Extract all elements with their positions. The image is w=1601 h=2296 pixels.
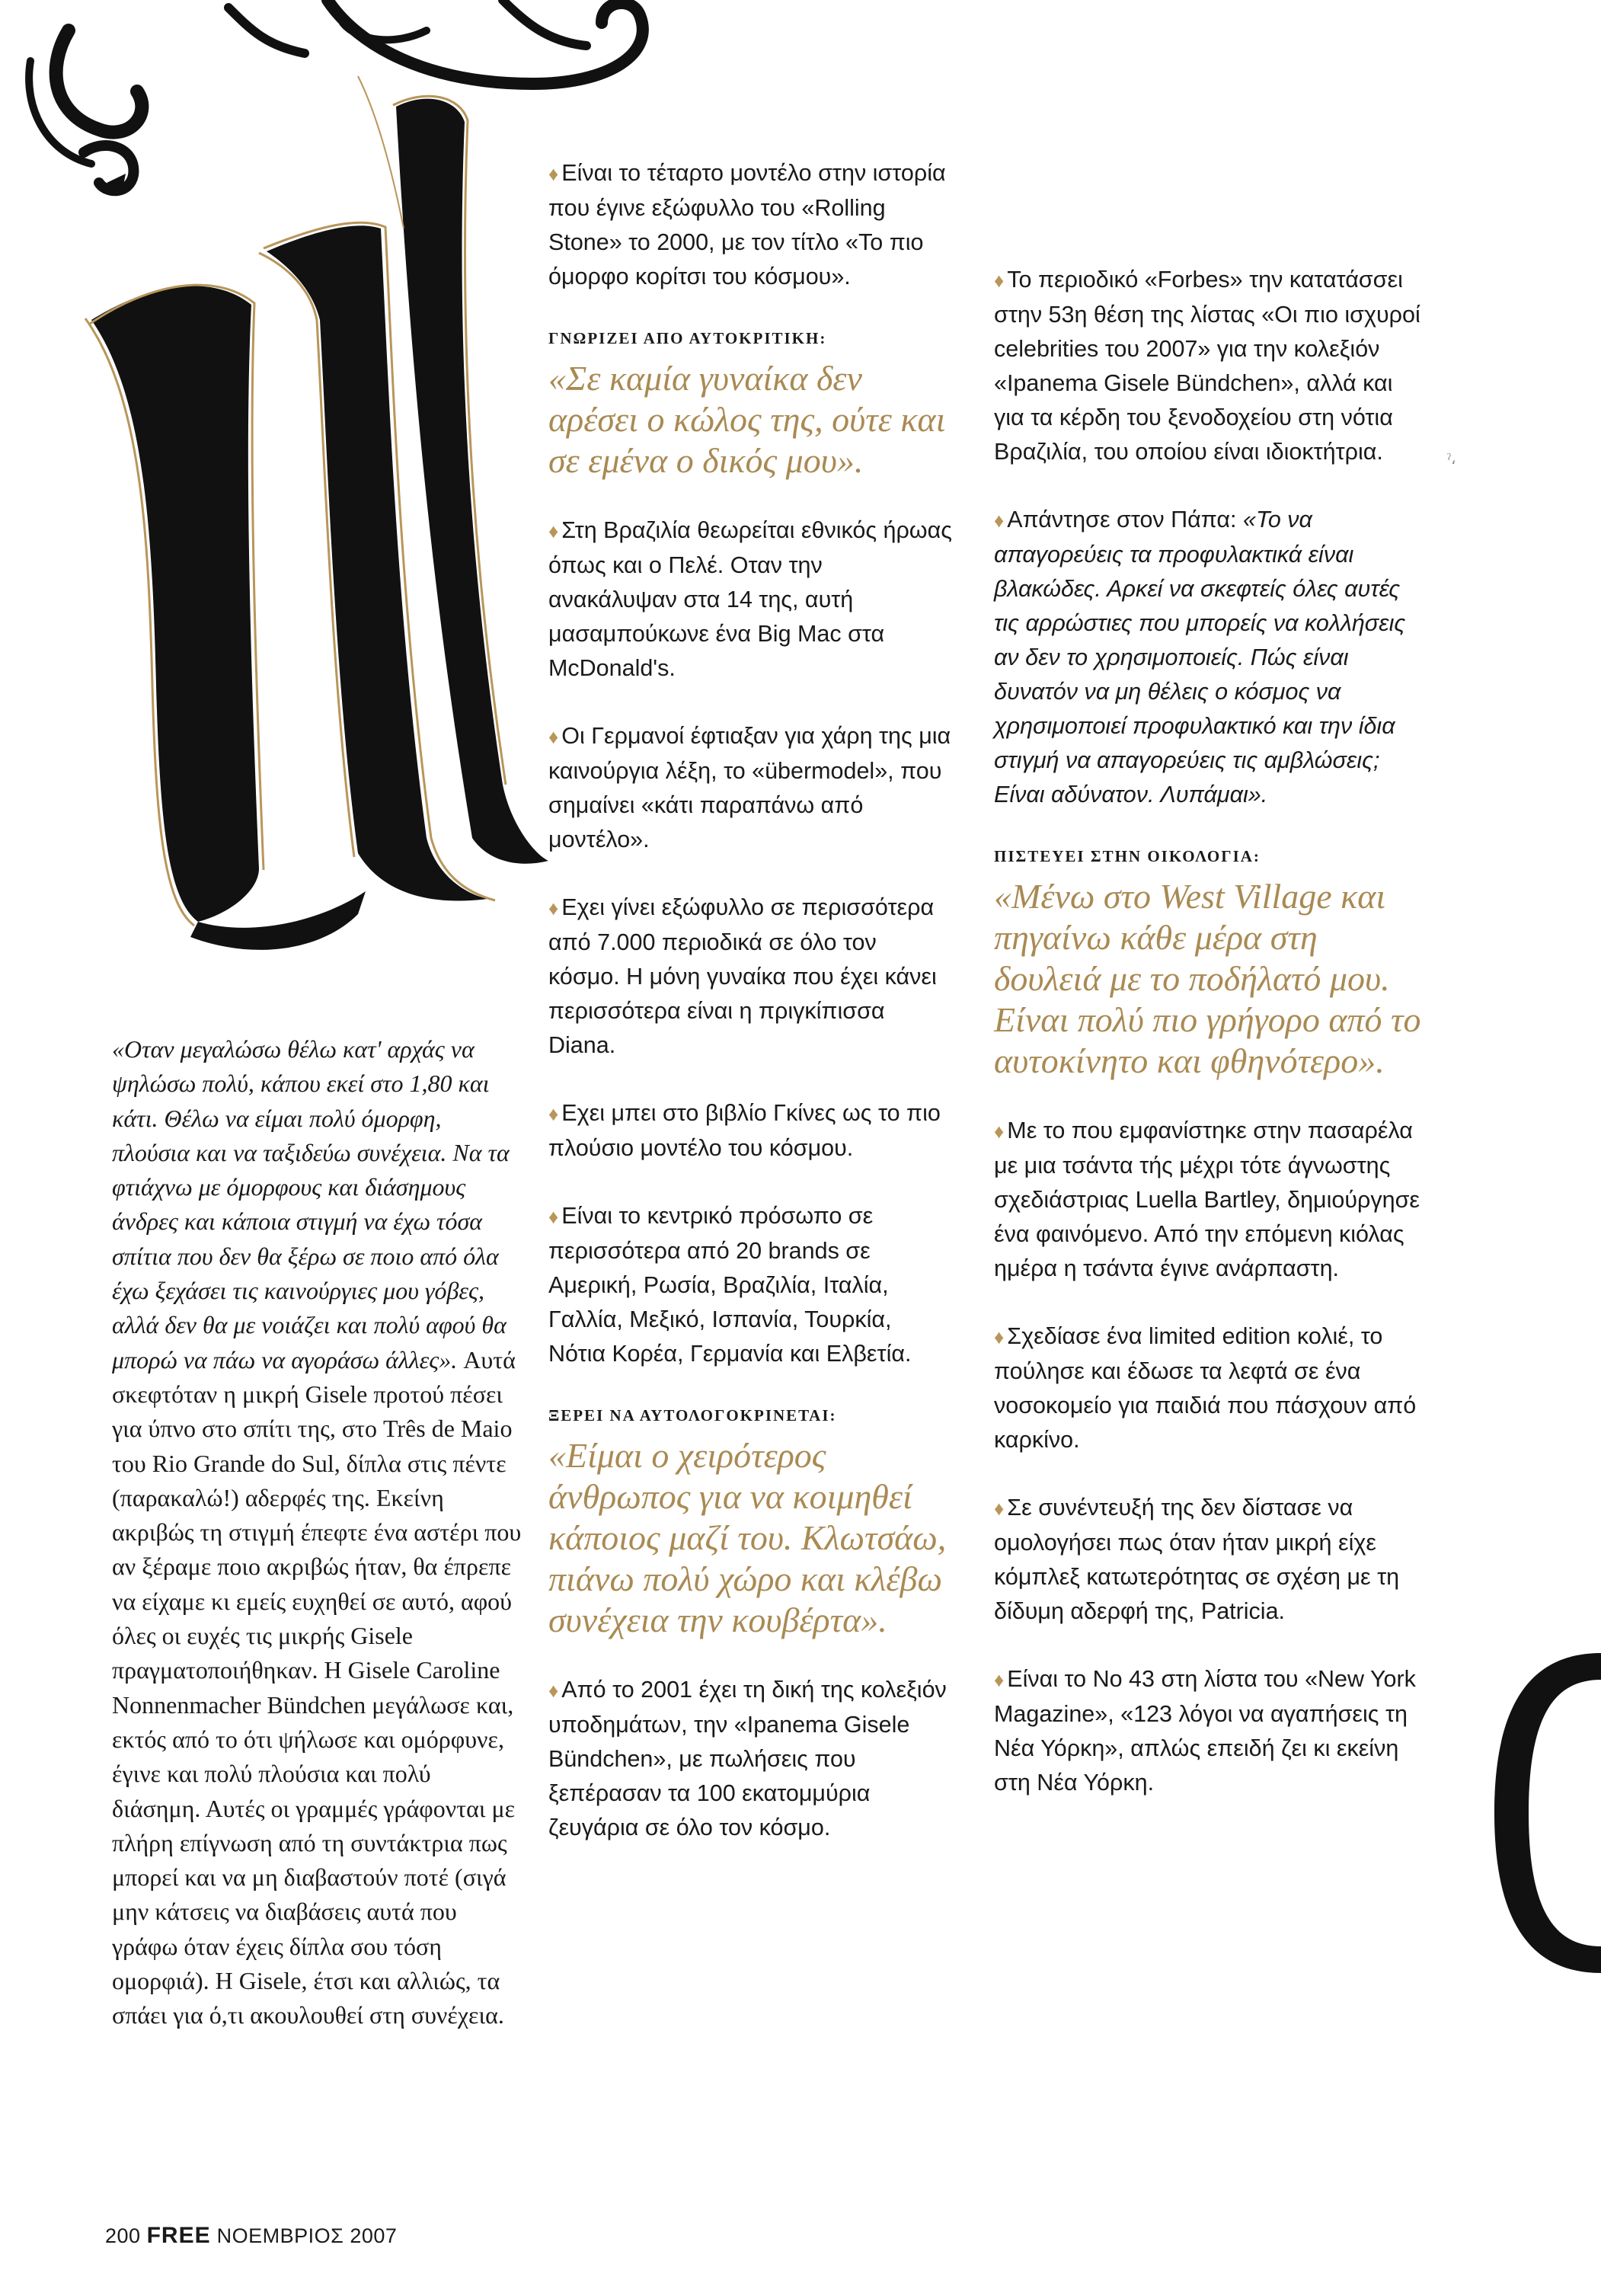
diamond-icon: ♦ [994, 1497, 1005, 1520]
fact-item: ♦ Από το 2001 έχει τη δική της κολεξιόν υποδημάτων, την «Ipanema Gisele Bündchen», με πωλήσεις που ξεπέρασαν τα 100 εκατομμύρια ζευγάρια σε όλο τον κόσμο. [548, 1677, 947, 1840]
intro-paragraph [112, 1032, 523, 2033]
fact-item: ♦ Εχει γίνει εξώφυλλο σε περισσότερα από 7.000 περιοδικά σε όλο τον κόσμο. Η μόνη γυναίκα που έχει κάνει περισσότερα είναι η πριγκίπισσα Diana. [548, 894, 937, 1058]
stray-mark: ˀ، [1447, 451, 1456, 468]
fact-item: ♦ Με το που εμφανίστηκε στην πασαρέλα με μια τσάντα τής μέχρι τότε άγνωστης σχεδιάστριας Luella Bartley, δημιούργησε ένα φαινόμενο. Από την επόμενη κιόλας ημέρα η τσάντα έγινε ανάρπαστη. [994, 1118, 1420, 1281]
diamond-icon: ♦ [994, 509, 1005, 532]
page-footer [105, 2223, 397, 2249]
facts-column-middle [548, 156, 952, 1879]
facts-column-right [994, 263, 1428, 1834]
fact-item: ♦ Είναι το τέταρτο μοντέλο στην ιστορία που έγινε εξώφυλλο του «Rolling Stone» το 2000, με τον τίτλο «Το πιο όμορφο κορίτσι του κόσμου». [548, 160, 946, 289]
intro-column [112, 1032, 523, 2033]
fact-item: ♦ Σχεδίασε ένα limited edition κολιέ, το πούλησε και έδωσε τα λεφτά σε ένα νοσοκομείο για παιδιά που πάσχουν από καρκίνο. [994, 1323, 1417, 1453]
pull-quote: «Είμαι ο χειρότερος άνθρωπος για να κοιμηθεί κάποιος μαζί του. Κλωτσάω, πιάνω πολύ χώρο και κλέβω συνέχεια την κουβέρτα». [548, 1436, 947, 1639]
fact-item: ♦ Οι Γερμανοί έφτιαξαν για χάρη της μια καινούργια λέξη, το «übermodel», που σημαίνει «κάτι παραπάνω από μοντέλο». [548, 723, 951, 852]
diamond-icon: ♦ [994, 1325, 1005, 1348]
diamond-icon: ♦ [548, 897, 559, 919]
diamond-icon: ♦ [994, 269, 1005, 292]
diamond-icon: ♦ [548, 1679, 559, 1702]
fact-item: ♦ Σε συνέντευξή της δεν δίστασε να ομολογήσει πως όταν ήταν μικρή είχε κόμπλεξ κατωτερότητας σε σχέση με τη δίδυμη αδερφή της, Patricia. [994, 1495, 1400, 1624]
fact-item: ♦ Είναι το κεντρικό πρόσωπο σε περισσότερα από 20 brands σε Αμερική, Ρωσία, Βραζιλία, Ιταλία, Γαλλία, Μεξικό, Ισπανία, Τουρκία, Νότια Κορέα, Γερμανία και Ελβετία. [548, 1203, 912, 1367]
issue-date: ΝΟΕΜΒΡΙΟΣ 2007 [216, 2224, 398, 2247]
diamond-icon: ♦ [548, 725, 559, 748]
pull-quote: «Σε καμία γυναίκα δεν αρέσει ο κώλος της, ούτε και σε εμένα ο δικός μου». [548, 359, 946, 480]
page-number: 200 [105, 2224, 141, 2247]
diamond-icon: ♦ [994, 1120, 1005, 1143]
diamond-icon: ♦ [548, 520, 559, 542]
section-kicker: ΞΕΡΕΙ ΝΑ ΑΥΤΟΛΟΓΟΚΡΙΝΕΤΑΙ: [548, 1406, 837, 1425]
fact-item: ♦ Εχει μπει στο βιβλίο Γκίνες ως το πιο πλούσιο μοντέλο του κόσμου. [548, 1100, 941, 1161]
fact-item: ♦ Απάντησε στον Πάπα: «Το να απαγορεύεις τα προφυλακτικά είναι βλακώδες. Αρκεί να σκεφτείς όλες αυτές τις αρρώστιες που μπορείς να κολλήσεις αν δεν το χρησιμοποιείς. Πώς είναι δυνατόν να μη θέλεις ο κόσμος να χρησιμοποιεί προφυλακτικό και την ίδια στιγμή να απαγορεύεις τις αμβλώσεις; Είναι αδύνατον. Λυπάμαι». [994, 507, 1406, 807]
diamond-icon: ♦ [548, 1102, 559, 1125]
fact-item: ♦ Στη Βραζιλία θεωρείται εθνικός ήρωας όπως και ο Πελέ. Οταν την ανακάλυψαν στα 14 της, αυτή μασαμπούκωνε ένα Big Mac στα McDonald's. [548, 517, 952, 681]
diamond-icon: ♦ [548, 1205, 559, 1228]
diamond-icon: ♦ [548, 162, 559, 185]
pull-quote: «Μένω στο West Village και πηγαίνω κάθε μέρα στη δουλειά με το ποδήλατό μου. Είναι πολύ πιο γρήγορο από το αυτοκίνητο και φθηνότερο». [994, 877, 1421, 1080]
magazine-name: FREE [146, 2223, 211, 2248]
section-kicker: ΓΝΩΡΙΖΕΙ ΑΠΟ ΑΥΤΟΚΡΙΤΙΚΗ: [548, 329, 827, 347]
intro-quote: «Οταν μεγαλώσω θέλω κατ' αρχάς να ψηλώσω πολύ, κάπου εκεί στο 1,80 και κάτι. Θέλω να είμαι πολύ όμορφη, πλούσια και να ταξιδεύω συνέχεια. Να τα φτιάχνω με όμορφους και διάσημους άνδρες και κάποια στιγμή να έχω τόσα σπίτια που δεν θα ξέρω σε ποιο από όλα έχω ξεχάσει τις καινούργιες μου γόβες, αλλά δεν θα με νοιάζει και πολύ αφού θα μπορώ να πάω να αγοράσω άλλες». [112, 1035, 510, 1373]
diamond-icon: ♦ [994, 1668, 1005, 1691]
fact-item: ♦ Το περιοδικό «Forbes» την κατατάσσει στην 53η θέση της λίστας «Οι πιο ισχυροί celebrities του 2007» για την κολεξιόν «Ipanema Gisele Bündchen», αλλά και για τα κέρδη του ξενοδοχείου στη νότια Βραζιλία, του οποίου είναι ιδιοκτήτρια. [994, 267, 1420, 465]
decorative-bracket-icon [1449, 1645, 1601, 1981]
section-kicker: ΠΙΣΤΕΥΕΙ ΣΤΗΝ ΟΙΚΟΛΟΓΙΑ: [994, 847, 1261, 865]
fact-item: ♦ Είναι το Νο 43 στη λίστα του «New York Magazine», «123 λόγοι να αγαπήσεις τη Νέα Υόρκη», απλώς επειδή ζει κι εκείνη στη Νέα Υόρκη. [994, 1666, 1416, 1796]
pope-quote: «Το να απαγορεύεις τα προφυλακτικά είναι βλακώδες. Αρκεί να σκεφτείς όλες αυτές τις αρρώστιες που μπορείς να κολλήσεις αν δεν το χρησιμοποιείς. Πώς είναι δυνατόν να μη θέλεις ο κόσμος να χρησιμοποιεί προφυλακτικό και την ίδια στιγμή να απαγορεύεις τις αμβλώσεις; Είναι αδύνατον. Λυπάμαι». [994, 507, 1406, 807]
intro-body: Αυτά σκεφτόταν η μικρή Gisele προτού πέσει για ύπνο στο σπίτι της, στο Três de Maio του Rio Grande do Sul, δίπλα στις πέντε (παρακαλώ!) αδερφές της. Εκείνη ακριβώς τη στιγμή έπεφτε ένα αστέρι που αν ξέραμε ποιο ακριβώς ήταν, θα έπρεπε να είχαμε κι εμείς ευχηθεί σε αυτό, αφού όλες οι ευχές τις μικρής Gisele πραγματοποιήθηκαν. Η Gisele Caroline Nonnenmacher Bündchen μεγάλωσε και, εκτός από το ότι ψήλωσε και ομόρφυνε, έγινε και πολύ πλούσια και πολύ διάσημη. Αυτές οι γραμμές γράφονται με πλήρη επίγνωση από τη συντάκτρια πως μπορεί και να μη διαβαστούν ποτέ (σιγά μην κάτσεις να διαβάσεις αυτά που γράφω όταν έχεις δίπλα σου τόση ομορφιά). Η Gisele, έτσι και αλλιώς, τα σπάει για ό,τι ακουλουθεί στη συνέχεια. [112, 1345, 522, 2029]
